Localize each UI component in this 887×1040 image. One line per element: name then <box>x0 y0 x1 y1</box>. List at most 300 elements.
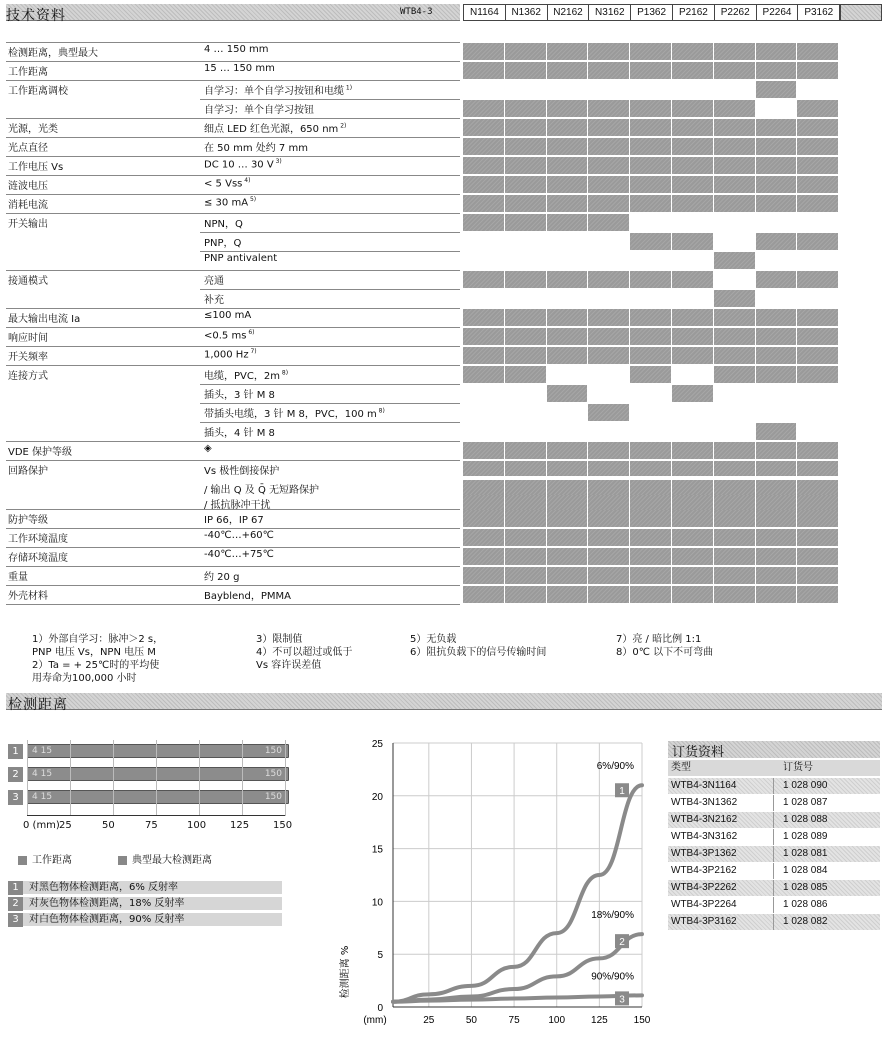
spec-value: Bayblend，PMMA <box>204 591 291 602</box>
spec-cell-filled <box>714 366 756 383</box>
spec-row-divider <box>6 194 460 195</box>
spec-label: 连接方式 <box>8 371 48 382</box>
spec-cell-filled <box>797 480 839 495</box>
spec-cell-filled <box>714 157 756 174</box>
spec-cell-filled <box>588 461 630 476</box>
spec-row-divider <box>200 422 460 423</box>
order-col-separator <box>773 863 774 879</box>
spec-label: 开关输出 <box>8 219 48 230</box>
spec-cell-filled <box>756 347 798 364</box>
spec-cell-filled <box>714 252 756 269</box>
spec-cell-filled <box>463 138 505 155</box>
spec-label: VDE 保护等级 <box>8 447 73 458</box>
spec-label: 消耗电流 <box>8 200 48 211</box>
chart-y-tick-label: 5 <box>377 950 383 962</box>
range-bar-high: 150 <box>264 792 282 802</box>
range-bar-high: 150 <box>264 769 282 779</box>
chart-y-tick-label: 10 <box>371 897 383 909</box>
spec-cell-filled <box>463 195 505 212</box>
spec-note: 1) <box>344 84 353 92</box>
spec-cell-filled <box>505 529 547 546</box>
range-bar <box>27 790 289 804</box>
spec-cell-filled <box>505 271 547 288</box>
spec-cell-filled <box>505 100 547 117</box>
spec-cell-filled <box>505 586 547 603</box>
order-title: 订货资料 <box>668 741 880 758</box>
bar-number: 3 <box>8 790 23 805</box>
spec-cell-filled <box>797 195 839 212</box>
bar-number: 2 <box>8 767 23 782</box>
spec-label: 外壳材料 <box>8 591 48 602</box>
spec-note: 2) <box>338 122 347 130</box>
spec-cell-filled <box>547 385 589 402</box>
spec-cell-filled <box>588 271 630 288</box>
spec-cell-filled <box>588 529 630 546</box>
spec-cell-filled <box>714 586 756 603</box>
spec-cell-filled <box>588 100 630 117</box>
spec-cell-filled <box>714 309 756 326</box>
spec-cell-filled <box>797 62 839 79</box>
spec-cell-filled <box>547 119 589 136</box>
spec-cell-filled <box>672 586 714 603</box>
range-x-tick: 0 (mm) <box>23 820 60 831</box>
spec-cell-filled <box>547 100 589 117</box>
order-type: WTB4-3P2262 <box>671 882 737 893</box>
spec-cell-filled <box>588 214 630 231</box>
spec-cell-filled <box>756 195 798 212</box>
spec-cell-filled <box>588 62 630 79</box>
spec-cell-filled <box>630 442 672 459</box>
spec-row-divider <box>6 365 460 366</box>
spec-value: PNP，Q <box>204 238 242 249</box>
spec-value: 15 … 150 mm <box>204 63 275 74</box>
spec-row-divider <box>6 61 460 62</box>
range-x-tick: 125 <box>230 820 250 831</box>
spec-row-divider <box>6 604 460 605</box>
legend-item <box>8 881 282 895</box>
spec-value: NPN，Q <box>204 219 243 230</box>
range-bar <box>27 767 289 781</box>
spec-row-divider <box>200 289 460 290</box>
spec-cell-filled <box>463 442 505 459</box>
spec-cell-filled <box>547 176 589 193</box>
spec-value: 补充 <box>204 295 224 306</box>
distance-section-title: 检测距离 <box>8 697 68 713</box>
spec-cell-filled <box>672 328 714 345</box>
spec-row-divider <box>6 460 460 461</box>
model-column-n3162: N3162 <box>588 4 631 21</box>
spec-cell-filled <box>505 442 547 459</box>
order-number: 1 028 087 <box>783 797 828 808</box>
spec-cell-filled <box>463 157 505 174</box>
spec-value: < 5 Vss $^{4)}$ <box>204 177 251 190</box>
spec-cell-filled <box>797 567 839 584</box>
model-column-p2162: P2162 <box>672 4 715 21</box>
order-col-separator <box>773 914 774 930</box>
order-row <box>668 880 880 896</box>
spec-cell-filled <box>756 157 798 174</box>
spec-label: 回路保护 <box>8 466 48 477</box>
chart-x-tick-label: 125 <box>591 1015 608 1026</box>
spec-cell-filled <box>463 100 505 117</box>
spec-row-divider <box>6 156 460 157</box>
spec-cell-filled <box>756 81 798 98</box>
spec-cell-filled <box>588 347 630 364</box>
order-number: 1 028 082 <box>783 916 828 927</box>
chart-x-tick-label: 25 <box>423 1015 435 1026</box>
spec-cell-filled <box>714 480 756 495</box>
range-axis <box>27 815 285 816</box>
spec-cell-filled <box>630 309 672 326</box>
spec-cell-filled <box>756 480 798 495</box>
order-row <box>668 829 880 845</box>
legend-item <box>8 897 282 911</box>
order-col-type: 类型 <box>671 762 691 773</box>
spec-cell-filled <box>547 157 589 174</box>
spec-value: / 抵抗脉冲干扰 <box>204 500 271 511</box>
spec-cell-filled <box>588 567 630 584</box>
spec-row-divider <box>6 42 460 43</box>
spec-cell-filled <box>588 548 630 565</box>
order-col-separator <box>773 795 774 811</box>
range-x-tick: 50 <box>102 820 115 831</box>
spec-value: 带插头电缆，3 针 M 8，PVC，100 m $^{8)}$ <box>204 407 385 420</box>
spec-cell-filled <box>547 328 589 345</box>
spec-cell-filled <box>672 385 714 402</box>
order-number: 1 028 085 <box>783 882 828 893</box>
legend-max <box>118 851 212 866</box>
legend-work-label: 工作距离 <box>32 855 72 866</box>
footnote-line: 1）外部自学习：脉冲＞2 s， <box>32 634 164 645</box>
spec-cell-filled <box>797 271 839 288</box>
model-column-n2162: N2162 <box>547 4 590 21</box>
spec-cell-filled <box>630 233 672 250</box>
spec-cell-filled <box>672 461 714 476</box>
order-type: WTB4-3N3162 <box>671 831 738 842</box>
spec-cell-filled <box>463 62 505 79</box>
spec-note: 6) <box>246 329 255 336</box>
range-gridline <box>285 740 286 816</box>
spec-value: 细点 LED 红色光源，650 nm $^{2)}$ <box>204 122 347 135</box>
spec-note: 3) <box>273 158 282 165</box>
spec-value: 约 20 g <box>204 572 240 583</box>
spec-cell-filled <box>756 510 798 527</box>
spec-cell-filled <box>672 548 714 565</box>
footnote-line: 5）无负载 <box>410 634 457 645</box>
spec-cell-filled <box>797 586 839 603</box>
spec-cell-filled <box>463 548 505 565</box>
legend-work <box>18 851 72 866</box>
spec-cell-filled <box>547 138 589 155</box>
order-type: WTB4-3N1164 <box>671 780 737 791</box>
spec-cell-filled <box>797 309 839 326</box>
spec-label: 响应时间 <box>8 333 48 344</box>
order-row <box>668 812 880 828</box>
spec-value: IP 66，IP 67 <box>204 515 264 526</box>
spec-row-divider <box>6 118 460 119</box>
spec-cell-filled <box>797 510 839 527</box>
spec-cell-filled <box>630 100 672 117</box>
spec-cell-filled <box>756 529 798 546</box>
spec-value: 插头，3 针 M 8 <box>204 390 275 401</box>
footnote-line: 8）0℃ 以下不可弯曲 <box>616 647 714 658</box>
spec-cell-filled <box>797 176 839 193</box>
spec-cell-filled <box>672 119 714 136</box>
spec-cell-filled <box>672 480 714 495</box>
spec-cell-filled <box>797 442 839 459</box>
spec-cell-filled <box>797 157 839 174</box>
spec-cell-filled <box>547 442 589 459</box>
spec-cell-filled <box>630 62 672 79</box>
spec-cell-filled <box>547 567 589 584</box>
chart-series-tag: 3 <box>619 994 625 1006</box>
spec-label: 光点直径 <box>8 143 48 154</box>
order-type: WTB4-3N1362 <box>671 797 738 808</box>
spec-row-divider <box>6 213 460 214</box>
model-column-p2262: P2262 <box>714 4 757 21</box>
spec-cell-filled <box>505 195 547 212</box>
chart-y-tick-label: 20 <box>371 791 383 803</box>
spec-cell-filled <box>463 328 505 345</box>
spec-label: 工作电压 Vs <box>8 162 64 173</box>
spec-cell-filled <box>672 138 714 155</box>
spec-cell-filled <box>672 195 714 212</box>
spec-cell-filled <box>588 586 630 603</box>
range-gridline <box>27 740 28 816</box>
spec-cell-filled <box>797 366 839 383</box>
spec-cell-filled <box>547 214 589 231</box>
spec-row-divider <box>6 175 460 176</box>
spec-cell-filled <box>588 195 630 212</box>
spec-value: 4 … 150 mm <box>204 44 269 55</box>
spec-cell-filled <box>672 62 714 79</box>
spec-cell-filled <box>505 480 547 495</box>
order-row <box>668 863 880 879</box>
order-number: 1 028 089 <box>783 831 828 842</box>
order-type: WTB4-3N2162 <box>671 814 738 825</box>
spec-cell-filled <box>588 309 630 326</box>
spec-cell-filled <box>463 567 505 584</box>
spec-cell-filled <box>463 480 505 495</box>
spec-cell-filled <box>756 586 798 603</box>
spec-cell-filled <box>630 328 672 345</box>
spec-cell-filled <box>797 548 839 565</box>
spec-note: 8) <box>376 407 385 415</box>
range-bar-high: 150 <box>264 746 282 756</box>
spec-cell-filled <box>630 176 672 193</box>
spec-label: 开关频率 <box>8 352 48 363</box>
spec-cell-filled <box>756 43 798 60</box>
spec-cell-filled <box>797 328 839 345</box>
spec-cell-filled <box>547 43 589 60</box>
chart-y-axis-label: 检测距离 % <box>340 945 351 999</box>
footnote-line: PNP 电压 Vs，NPN 电压 M <box>32 647 156 658</box>
order-row <box>668 846 880 862</box>
spec-cell-filled <box>588 176 630 193</box>
spec-row-divider <box>200 251 460 252</box>
chart-x-tick-label: 75 <box>508 1015 520 1026</box>
range-gridline <box>156 740 157 816</box>
spec-cell-filled <box>797 138 839 155</box>
legend-item <box>8 913 282 927</box>
chart-series-tag: 2 <box>619 937 625 949</box>
spec-row-divider <box>6 509 460 510</box>
spec-cell-filled <box>630 586 672 603</box>
footnote-line: 6）阻抗负载下的信号传输时间 <box>410 647 547 658</box>
footnote-line: 用寿命为100,000 小时 <box>32 673 137 684</box>
spec-cell-filled <box>547 529 589 546</box>
order-col-num: 订货号 <box>783 762 813 773</box>
spec-cell-filled <box>756 461 798 476</box>
footnotes-col2 <box>256 633 352 672</box>
spec-row-divider <box>6 270 460 271</box>
spec-title: 技术资料 <box>6 8 66 24</box>
bar-number: 1 <box>8 744 23 759</box>
spec-cell-filled <box>756 366 798 383</box>
spec-cell-filled <box>672 442 714 459</box>
detection-curve-chart <box>330 730 660 1035</box>
spec-cell-filled <box>672 176 714 193</box>
footnotes-col4 <box>616 633 713 659</box>
chart-x-tick-label: 100 <box>548 1015 566 1026</box>
spec-cell-filled <box>630 529 672 546</box>
spec-value: 亮通 <box>204 276 224 287</box>
footnote-line: Vs 容许误差值 <box>256 660 322 671</box>
spec-cell-filled <box>756 548 798 565</box>
model-column-n1362: N1362 <box>505 4 548 21</box>
spec-row-divider <box>6 547 460 548</box>
spec-value: 电缆，PVC，2m $^{8)}$ <box>204 369 289 382</box>
spec-cell-filled <box>463 271 505 288</box>
footnotes-col1 <box>32 633 163 685</box>
spec-cell-filled <box>505 347 547 364</box>
spec-cell-filled <box>672 510 714 527</box>
spec-cell-filled <box>672 233 714 250</box>
spec-cell-filled <box>714 100 756 117</box>
spec-note: 4) <box>242 177 251 184</box>
range-bar-low: 4 15 <box>32 792 53 802</box>
spec-note: 7) <box>248 348 257 355</box>
legend-item-num: 1 <box>8 881 23 895</box>
spec-cell-filled <box>588 442 630 459</box>
spec-cell-filled <box>714 510 756 527</box>
spec-cell-filled <box>547 309 589 326</box>
order-number: 1 028 088 <box>783 814 828 825</box>
chart-x-tick-label: 50 <box>465 1015 478 1026</box>
spec-cell-filled <box>588 328 630 345</box>
spec-cell-filled <box>630 195 672 212</box>
legend-item-num: 3 <box>8 913 23 927</box>
footnote-line: 2）Ta = + 25℃时的平均使 <box>32 660 160 671</box>
model-column-p3162: P3162 <box>797 4 840 21</box>
spec-cell-filled <box>463 586 505 603</box>
spec-cell-filled <box>756 328 798 345</box>
model-family-label: WTB4-3 <box>400 7 433 17</box>
chart-series-label: 6%/90% <box>596 761 634 773</box>
spec-cell-filled <box>630 157 672 174</box>
order-row <box>668 914 880 930</box>
spec-cell-filled <box>756 119 798 136</box>
order-col-separator <box>773 812 774 828</box>
spec-cell-filled <box>672 309 714 326</box>
range-x-tick: 75 <box>145 820 158 831</box>
spec-label: 光源，光类 <box>8 124 58 135</box>
spec-cell-filled <box>714 548 756 565</box>
spec-cell-filled <box>588 119 630 136</box>
spec-row-divider <box>6 566 460 567</box>
spec-cell-filled <box>505 138 547 155</box>
model-column-p2264: P2264 <box>756 4 799 21</box>
spec-row-divider <box>200 403 460 404</box>
chart-y-tick-label: 0 <box>377 1003 383 1014</box>
spec-value: ◈ <box>204 443 212 454</box>
spec-cell-filled <box>672 43 714 60</box>
spec-label: 防护等级 <box>8 515 48 526</box>
spec-cell-filled <box>714 62 756 79</box>
spec-cell-filled <box>588 510 630 527</box>
spec-cell-filled <box>588 157 630 174</box>
spec-cell-filled <box>797 100 839 117</box>
spec-cell-filled <box>463 510 505 527</box>
spec-cell-filled <box>630 347 672 364</box>
spec-cell-filled <box>463 119 505 136</box>
spec-value: -40℃…+75℃ <box>204 549 274 560</box>
spec-label: 涟波电压 <box>8 181 48 192</box>
spec-cell-filled <box>756 138 798 155</box>
spec-cell-filled <box>505 366 547 383</box>
spec-cell-filled <box>714 176 756 193</box>
spec-cell-filled <box>714 328 756 345</box>
spec-cell-filled <box>756 233 798 250</box>
spec-cell-filled <box>672 347 714 364</box>
range-x-tick: 25 <box>59 820 72 831</box>
spec-note: 5) <box>248 196 257 203</box>
spec-value: -40℃…+60℃ <box>204 530 274 541</box>
spec-row-divider <box>200 99 460 100</box>
spec-cell-filled <box>756 62 798 79</box>
spec-cell-filled <box>756 309 798 326</box>
spec-cell-filled <box>672 529 714 546</box>
spec-note: 8) <box>279 369 289 377</box>
spec-cell-filled <box>547 586 589 603</box>
spec-cell-filled <box>672 567 714 584</box>
order-col-separator <box>773 880 774 896</box>
spec-value: DC 10 … 30 V $^{3)}$ <box>204 158 282 171</box>
spec-cell-filled <box>547 347 589 364</box>
spec-cell-filled <box>630 510 672 527</box>
spec-cell-filled <box>463 366 505 383</box>
order-type: WTB4-3P2162 <box>671 865 737 876</box>
spec-value: 1,000 Hz $^{7)}$ <box>204 348 257 361</box>
legend-item-num: 2 <box>8 897 23 911</box>
spec-cell-filled <box>505 157 547 174</box>
spec-cell-filled <box>505 567 547 584</box>
spec-cell-filled <box>547 62 589 79</box>
spec-cell-filled <box>463 529 505 546</box>
chart-x-axis-label: (mm) <box>363 1015 387 1026</box>
spec-cell-filled <box>630 567 672 584</box>
order-col-separator <box>773 897 774 913</box>
spec-cell-filled <box>630 271 672 288</box>
spec-cell-filled <box>630 138 672 155</box>
order-number: 1 028 081 <box>783 848 828 859</box>
spec-cell-filled <box>672 271 714 288</box>
spec-cell-filled <box>588 43 630 60</box>
spec-cell-filled <box>756 567 798 584</box>
spec-cell-filled <box>797 233 839 250</box>
order-col-separator <box>773 846 774 862</box>
spec-cell-filled <box>505 62 547 79</box>
